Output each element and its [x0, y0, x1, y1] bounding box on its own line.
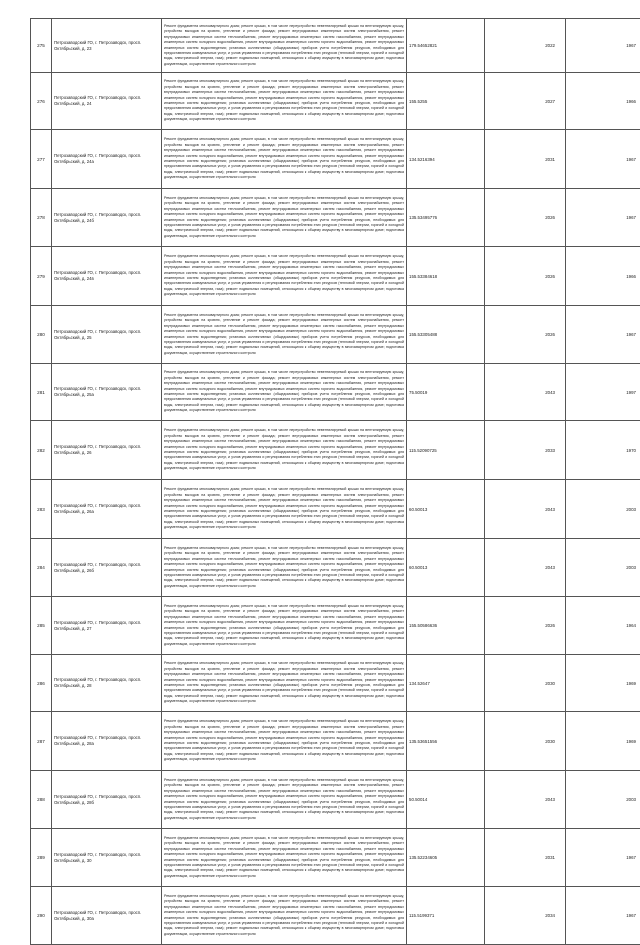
row-number: 277	[31, 130, 52, 189]
repair-year-cell: 2043	[485, 539, 566, 597]
row-number: 290	[31, 887, 52, 945]
build-year-cell: 2003	[566, 771, 640, 829]
capital-repair-table	[30, 18, 640, 945]
build-year-cell: 1966	[566, 247, 640, 306]
build-year-cell: 1997	[566, 364, 640, 421]
table-row	[31, 771, 640, 829]
build-year-cell: 1970	[566, 421, 640, 480]
work-description-cell: Ремонт фундамента многоквартирного дома; ремонт крыши, в том числе переустройство невентилируемой крыши на вентилируемую крышу, устройство выходов на кровлю, утепление и ремонт фасада; ремонт внутридомовых инженерных систем электроснабжения, ремонт внутридомовых инженерных систем теплоснабжения, ремонт внутридомовых инженерных систем газоснабжения, ремонт внутридомовых инженерных систем холодного водоснабжения, ремонт внутридомовых инженерных систем горячего водоснабжения, ремонт внутридомовых инженерных систем водоотведения; установка коллективных (общедомовых) приборов учета потребления ресурсов, необходимых для предоставления коммунальных услуг, и узлов управления и регулирования потребления этих ресурсов (тепловой энергии, горячей и холодной воды, электрической энергии, газа); ремонт подвальных помещений, относящихся к общему имуществу в многоквартирном доме; подготовка документации, осуществление строительного контроля	[162, 829, 407, 887]
build-year-cell: 1967	[566, 130, 640, 189]
build-year-cell: 2003	[566, 480, 640, 539]
repair-year-cell: 2034	[485, 887, 566, 945]
row-number: 281	[31, 364, 52, 421]
build-year-cell: 1967	[566, 829, 640, 887]
cost-value-cell: 155.5255	[407, 73, 485, 130]
build-year-cell: 1969	[566, 712, 640, 771]
repair-year-cell: 2022	[485, 19, 566, 73]
cost-value-cell: 155.53305488	[407, 306, 485, 364]
address-cell: Петрозаводский ГО, г. Петрозаводск, просп. Октябрьский, д. 30а	[52, 887, 162, 945]
address-cell: Петрозаводский ГО, г. Петрозаводск, просп. Октябрьский, д. 28б	[52, 771, 162, 829]
work-description-cell: Ремонт фундамента многоквартирного дома; ремонт крыши, в том числе переустройство невентилируемой крыши на вентилируемую крышу, устройство выходов на кровлю, утепление и ремонт фасада; ремонт внутридомовых инженерных систем электроснабжения, ремонт внутридомовых инженерных систем теплоснабжения, ремонт внутридомовых инженерных систем газоснабжения, ремонт внутридомовых инженерных систем холодного водоснабжения, ремонт внутридомовых инженерных систем горячего водоснабжения, ремонт внутридомовых инженерных систем водоотведения; установка коллективных (общедомовых) приборов учета потребления ресурсов, необходимых для предоставления коммунальных услуг, и узлов управления и регулирования потребления этих ресурсов (тепловой энергии, горячей и холодной воды, электрической энергии, газа); ремонт подвальных помещений, относящихся к общему имуществу в многоквартирном доме; подготовка документации, осуществление строительного контроля	[162, 887, 407, 945]
repair-year-cell: 2026	[485, 247, 566, 306]
table-row	[31, 597, 640, 655]
work-description-cell: Ремонт фундамента многоквартирного дома; ремонт крыши, в том числе переустройство невентилируемой крыши на вентилируемую крышу, устройство выходов на кровлю, утепление и ремонт фасада; ремонт внутридомовых инженерных систем электроснабжения, ремонт внутридомовых инженерных систем теплоснабжения, ремонт внутридомовых инженерных систем газоснабжения, ремонт внутридомовых инженерных систем холодного водоснабжения, ремонт внутридомовых инженерных систем горячего водоснабжения, ремонт внутридомовых инженерных систем водоотведения; установка коллективных (общедомовых) приборов учета потребления ресурсов, необходимых для предоставления коммунальных услуг, и узлов управления и регулирования потребления этих ресурсов (тепловой энергии, горячей и холодной воды, электрической энергии, газа); ремонт подвальных помещений, относящихся к общему имуществу в многоквартирном доме; подготовка документации, осуществление строительного контроля	[162, 655, 407, 712]
work-description-cell: Ремонт фундамента многоквартирного дома; ремонт крыши, в том числе переустройство невентилируемой крыши на вентилируемую крышу, устройство выходов на кровлю, утепление и ремонт фасада; ремонт внутридомовых инженерных систем электроснабжения, ремонт внутридомовых инженерных систем теплоснабжения, ремонт внутридомовых инженерных систем газоснабжения, ремонт внутридомовых инженерных систем холодного водоснабжения, ремонт внутридомовых инженерных систем горячего водоснабжения, ремонт внутридомовых инженерных систем водоотведения; установка коллективных (общедомовых) приборов учета потребления ресурсов, необходимых для предоставления коммунальных услуг, и узлов управления и регулирования потребления этих ресурсов (тепловой энергии, горячей и холодной воды, электрической энергии, газа); ремонт подвальных помещений, относящихся к общему имуществу в многоквартирном доме; подготовка документации, осуществление строительного контроля	[162, 364, 407, 421]
build-year-cell: 1967	[566, 189, 640, 247]
row-number: 284	[31, 539, 52, 597]
table-row	[31, 539, 640, 597]
table-row	[31, 887, 640, 945]
row-number: 280	[31, 306, 52, 364]
table-row	[31, 247, 640, 306]
cost-value-cell: 115.52090725	[407, 421, 485, 480]
row-number: 289	[31, 829, 52, 887]
row-number: 286	[31, 655, 52, 712]
work-description-cell: Ремонт фундамента многоквартирного дома; ремонт крыши, в том числе переустройство невентилируемой крыши на вентилируемую крышу, устройство выходов на кровлю, утепление и ремонт фасада; ремонт внутридомовых инженерных систем электроснабжения, ремонт внутридомовых инженерных систем теплоснабжения, ремонт внутридомовых инженерных систем газоснабжения, ремонт внутридомовых инженерных систем холодного водоснабжения, ремонт внутридомовых инженерных систем горячего водоснабжения, ремонт внутридомовых инженерных систем водоотведения; установка коллективных (общедомовых) приборов учета потребления ресурсов, необходимых для предоставления коммунальных услуг, и узлов управления и регулирования потребления этих ресурсов (тепловой энергии, горячей и холодной воды, электрической энергии, газа); ремонт подвальных помещений, относящихся к общему имуществу в многоквартирном доме; подготовка документации, осуществление строительного контроля	[162, 189, 407, 247]
repair-year-cell: 2031	[485, 130, 566, 189]
table-row	[31, 829, 640, 887]
table-row	[31, 712, 640, 771]
repair-year-cell: 2030	[485, 712, 566, 771]
table-row	[31, 130, 640, 189]
row-number: 276	[31, 73, 52, 130]
cost-value-cell: 50.50014	[407, 771, 485, 829]
table-row	[31, 189, 640, 247]
cost-value-cell: 179.54652821	[407, 19, 485, 73]
address-cell: Петрозаводский ГО, г. Петрозаводск, просп. Октябрьский, д. 28а	[52, 712, 162, 771]
address-cell: Петрозаводский ГО, г. Петрозаводск, просп. Октябрьский, д. 26б	[52, 539, 162, 597]
table-row	[31, 364, 640, 421]
repair-year-cell: 2026	[485, 597, 566, 655]
cost-value-cell: 155.50586636	[407, 597, 485, 655]
document-page	[30, 18, 610, 945]
work-description-cell: Ремонт фундамента многоквартирного дома; ремонт крыши, в том числе переустройство невентилируемой крыши на вентилируемую крышу, устройство выходов на кровлю, утепление и ремонт фасада; ремонт внутридомовых инженерных систем электроснабжения, ремонт внутридомовых инженерных систем теплоснабжения, ремонт внутридомовых инженерных систем газоснабжения, ремонт внутридомовых инженерных систем холодного водоснабжения, ремонт внутридомовых инженерных систем горячего водоснабжения, ремонт внутридомовых инженерных систем водоотведения; установка коллективных (общедомовых) приборов учета потребления ресурсов, необходимых для предоставления коммунальных услуг, и узлов управления и регулирования потребления этих ресурсов (тепловой энергии, горячей и холодной воды, электрической энергии, газа); ремонт подвальных помещений, относящихся к общему имуществу в многоквартирном доме; подготовка документации, осуществление строительного контроля	[162, 597, 407, 655]
work-description-cell: Ремонт фундамента многоквартирного дома; ремонт крыши, в том числе переустройство невентилируемой крыши на вентилируемую крышу, устройство выходов на кровлю, утепление и ремонт фасада; ремонт внутридомовых инженерных систем электроснабжения, ремонт внутридомовых инженерных систем теплоснабжения, ремонт внутридомовых инженерных систем газоснабжения, ремонт внутридомовых инженерных систем холодного водоснабжения, ремонт внутридомовых инженерных систем горячего водоснабжения, ремонт внутридомовых инженерных систем водоотведения; установка коллективных (общедомовых) приборов учета потребления ресурсов, необходимых для предоставления коммунальных услуг, и узлов управления и регулирования потребления этих ресурсов (тепловой энергии, горячей и холодной воды, электрической энергии, газа); ремонт подвальных помещений, относящихся к общему имуществу в многоквартирном доме; подготовка документации, осуществление строительного контроля	[162, 480, 407, 539]
row-number: 279	[31, 247, 52, 306]
address-cell: Петрозаводский ГО, г. Петрозаводск, просп. Октябрьский, д. 25а	[52, 364, 162, 421]
address-cell: Петрозаводский ГО, г. Петрозаводск, просп. Октябрьский, д. 28	[52, 655, 162, 712]
address-cell: Петрозаводский ГО, г. Петрозаводск, просп. Октябрьский, д. 24а	[52, 130, 162, 189]
repair-year-cell: 2031	[485, 829, 566, 887]
row-number: 288	[31, 771, 52, 829]
build-year-cell: 1967	[566, 887, 640, 945]
address-cell: Петрозаводский ГО, г. Петрозаводск, просп. Октябрьский, д. 26а	[52, 480, 162, 539]
cost-value-cell: 135.53651556	[407, 712, 485, 771]
work-description-cell: Ремонт фундамента многоквартирного дома; ремонт крыши, в том числе переустройство невентилируемой крыши на вентилируемую крышу, устройство выходов на кровлю, утепление и ремонт фасада; ремонт внутридомовых инженерных систем электроснабжения, ремонт внутридомовых инженерных систем теплоснабжения, ремонт внутридомовых инженерных систем газоснабжения, ремонт внутридомовых инженерных систем холодного водоснабжения, ремонт внутридомовых инженерных систем горячего водоснабжения, ремонт внутридомовых инженерных систем водоотведения; установка коллективных (общедомовых) приборов учета потребления ресурсов, необходимых для предоставления коммунальных услуг, и узлов управления и регулирования потребления этих ресурсов (тепловой энергии, горячей и холодной воды, электрической энергии, газа); ремонт подвальных помещений, относящихся к общему имуществу в многоквартирном доме; подготовка документации, осуществление строительного контроля	[162, 19, 407, 73]
row-number: 275	[31, 19, 52, 73]
table-row	[31, 73, 640, 130]
repair-year-cell: 2030	[485, 655, 566, 712]
build-year-cell: 1967	[566, 306, 640, 364]
address-cell: Петрозаводский ГО, г. Петрозаводск, просп. Октябрьский, д. 25	[52, 306, 162, 364]
table-row	[31, 19, 640, 73]
work-description-cell: Ремонт фундамента многоквартирного дома; ремонт крыши, в том числе переустройство невентилируемой крыши на вентилируемую крышу, устройство выходов на кровлю, утепление и ремонт фасада; ремонт внутридомовых инженерных систем электроснабжения, ремонт внутридомовых инженерных систем теплоснабжения, ремонт внутридомовых инженерных систем газоснабжения, ремонт внутридомовых инженерных систем холодного водоснабжения, ремонт внутридомовых инженерных систем горячего водоснабжения, ремонт внутридомовых инженерных систем водоотведения; установка коллективных (общедомовых) приборов учета потребления ресурсов, необходимых для предоставления коммунальных услуг, и узлов управления и регулирования потребления этих ресурсов (тепловой энергии, горячей и холодной воды, электрической энергии, газа); ремонт подвальных помещений, относящихся к общему имуществу в многоквартирном доме; подготовка документации, осуществление строительного контроля	[162, 247, 407, 306]
address-cell: Петрозаводский ГО, г. Петрозаводск, просп. Октябрьский, д. 23	[52, 19, 162, 73]
address-cell: Петрозаводский ГО, г. Петрозаводск, просп. Октябрьский, д. 24в	[52, 247, 162, 306]
table-body	[31, 19, 640, 945]
row-number: 282	[31, 421, 52, 480]
repair-year-cell: 2043	[485, 480, 566, 539]
table-row	[31, 655, 640, 712]
repair-year-cell: 2026	[485, 306, 566, 364]
address-cell: Петрозаводский ГО, г. Петрозаводск, просп. Октябрьский, д. 24	[52, 73, 162, 130]
row-number: 287	[31, 712, 52, 771]
table-row	[31, 480, 640, 539]
build-year-cell: 1964	[566, 597, 640, 655]
cost-value-cell: 60.50013	[407, 480, 485, 539]
cost-value-cell: 135.52234605	[407, 829, 485, 887]
repair-year-cell: 2026	[485, 189, 566, 247]
work-description-cell: Ремонт фундамента многоквартирного дома; ремонт крыши, в том числе переустройство невентилируемой крыши на вентилируемую крышу, устройство выходов на кровлю, утепление и ремонт фасада; ремонт внутридомовых инженерных систем электроснабжения, ремонт внутридомовых инженерных систем теплоснабжения, ремонт внутридомовых инженерных систем газоснабжения, ремонт внутридомовых инженерных систем холодного водоснабжения, ремонт внутридомовых инженерных систем горячего водоснабжения, ремонт внутридомовых инженерных систем водоотведения; установка коллективных (общедомовых) приборов учета потребления ресурсов, необходимых для предоставления коммунальных услуг, и узлов управления и регулирования потребления этих ресурсов (тепловой энергии, горячей и холодной воды, электрической энергии, газа); ремонт подвальных помещений, относящихся к общему имуществу в многоквартирном доме; подготовка документации, осуществление строительного контроля	[162, 306, 407, 364]
cost-value-cell: 134.52647	[407, 655, 485, 712]
work-description-cell: Ремонт фундамента многоквартирного дома; ремонт крыши, в том числе переустройство невентилируемой крыши на вентилируемую крышу, устройство выходов на кровлю, утепление и ремонт фасада; ремонт внутридомовых инженерных систем электроснабжения, ремонт внутридомовых инженерных систем теплоснабжения, ремонт внутридомовых инженерных систем газоснабжения, ремонт внутридомовых инженерных систем холодного водоснабжения, ремонт внутридомовых инженерных систем горячего водоснабжения, ремонт внутридомовых инженерных систем водоотведения; установка коллективных (общедомовых) приборов учета потребления ресурсов, необходимых для предоставления коммунальных услуг, и узлов управления и регулирования потребления этих ресурсов (тепловой энергии, горячей и холодной воды, электрической энергии, газа); ремонт подвальных помещений, относящихся к общему имуществу в многоквартирном доме; подготовка документации, осуществление строительного контроля	[162, 421, 407, 480]
build-year-cell: 1969	[566, 655, 640, 712]
row-number: 283	[31, 480, 52, 539]
work-description-cell: Ремонт фундамента многоквартирного дома; ремонт крыши, в том числе переустройство невентилируемой крыши на вентилируемую крышу, устройство выходов на кровлю, утепление и ремонт фасада; ремонт внутридомовых инженерных систем электроснабжения, ремонт внутридомовых инженерных систем теплоснабжения, ремонт внутридомовых инженерных систем газоснабжения, ремонт внутридомовых инженерных систем холодного водоснабжения, ремонт внутридомовых инженерных систем горячего водоснабжения, ремонт внутридомовых инженерных систем водоотведения; установка коллективных (общедомовых) приборов учета потребления ресурсов, необходимых для предоставления коммунальных услуг, и узлов управления и регулирования потребления этих ресурсов (тепловой энергии, горячей и холодной воды, электрической энергии, газа); ремонт подвальных помещений, относящихся к общему имуществу в многоквартирном доме; подготовка документации, осуществление строительного контроля	[162, 539, 407, 597]
address-cell: Петрозаводский ГО, г. Петрозаводск, просп. Октябрьский, д. 30	[52, 829, 162, 887]
table-row	[31, 306, 640, 364]
repair-year-cell: 2043	[485, 771, 566, 829]
cost-value-cell: 155.53384618	[407, 247, 485, 306]
cost-value-cell: 134.5216394	[407, 130, 485, 189]
repair-year-cell: 2033	[485, 421, 566, 480]
build-year-cell: 2003	[566, 539, 640, 597]
work-description-cell: Ремонт фундамента многоквартирного дома; ремонт крыши, в том числе переустройство невентилируемой крыши на вентилируемую крышу, устройство выходов на кровлю, утепление и ремонт фасада; ремонт внутридомовых инженерных систем электроснабжения, ремонт внутридомовых инженерных систем теплоснабжения, ремонт внутридомовых инженерных систем газоснабжения, ремонт внутридомовых инженерных систем холодного водоснабжения, ремонт внутридомовых инженерных систем горячего водоснабжения, ремонт внутридомовых инженерных систем водоотведения; установка коллективных (общедомовых) приборов учета потребления ресурсов, необходимых для предоставления коммунальных услуг, и узлов управления и регулирования потребления этих ресурсов (тепловой энергии, горячей и холодной воды, электрической энергии, газа); ремонт подвальных помещений, относящихся к общему имуществу в многоквартирном доме; подготовка документации, осуществление строительного контроля	[162, 130, 407, 189]
address-cell: Петрозаводский ГО, г. Петрозаводск, просп. Октябрьский, д. 27	[52, 597, 162, 655]
repair-year-cell: 2027	[485, 73, 566, 130]
work-description-cell: Ремонт фундамента многоквартирного дома; ремонт крыши, в том числе переустройство невентилируемой крыши на вентилируемую крышу, устройство выходов на кровлю, утепление и ремонт фасада; ремонт внутридомовых инженерных систем электроснабжения, ремонт внутридомовых инженерных систем теплоснабжения, ремонт внутридомовых инженерных систем газоснабжения, ремонт внутридомовых инженерных систем холодного водоснабжения, ремонт внутридомовых инженерных систем горячего водоснабжения, ремонт внутридомовых инженерных систем водоотведения; установка коллективных (общедомовых) приборов учета потребления ресурсов, необходимых для предоставления коммунальных услуг, и узлов управления и регулирования потребления этих ресурсов (тепловой энергии, горячей и холодной воды, электрической энергии, газа); ремонт подвальных помещений, относящихся к общему имуществу в многоквартирном доме; подготовка документации, осуществление строительного контроля	[162, 771, 407, 829]
build-year-cell: 1966	[566, 73, 640, 130]
cost-value-cell: 115.5199371	[407, 887, 485, 945]
build-year-cell: 1967	[566, 19, 640, 73]
cost-value-cell: 60.50013	[407, 539, 485, 597]
repair-year-cell: 2043	[485, 364, 566, 421]
cost-value-cell: 75.50019	[407, 364, 485, 421]
table-row	[31, 421, 640, 480]
work-description-cell: Ремонт фундамента многоквартирного дома; ремонт крыши, в том числе переустройство невентилируемой крыши на вентилируемую крышу, устройство выходов на кровлю, утепление и ремонт фасада; ремонт внутридомовых инженерных систем электроснабжения, ремонт внутридомовых инженерных систем теплоснабжения, ремонт внутридомовых инженерных систем газоснабжения, ремонт внутридомовых инженерных систем холодного водоснабжения, ремонт внутридомовых инженерных систем горячего водоснабжения, ремонт внутридомовых инженерных систем водоотведения; установка коллективных (общедомовых) приборов учета потребления ресурсов, необходимых для предоставления коммунальных услуг, и узлов управления и регулирования потребления этих ресурсов (тепловой энергии, горячей и холодной воды, электрической энергии, газа); ремонт подвальных помещений, относящихся к общему имуществу в многоквартирном доме; подготовка документации, осуществление строительного контроля	[162, 712, 407, 771]
row-number: 278	[31, 189, 52, 247]
address-cell: Петрозаводский ГО, г. Петрозаводск, просп. Октябрьский, д. 24б	[52, 189, 162, 247]
address-cell: Петрозаводский ГО, г. Петрозаводск, просп. Октябрьский, д. 26	[52, 421, 162, 480]
row-number: 285	[31, 597, 52, 655]
work-description-cell: Ремонт фундамента многоквартирного дома; ремонт крыши, в том числе переустройство невентилируемой крыши на вентилируемую крышу, устройство выходов на кровлю, утепление и ремонт фасада; ремонт внутридомовых инженерных систем электроснабжения, ремонт внутридомовых инженерных систем теплоснабжения, ремонт внутридомовых инженерных систем газоснабжения, ремонт внутридомовых инженерных систем холодного водоснабжения, ремонт внутридомовых инженерных систем горячего водоснабжения, ремонт внутридомовых инженерных систем водоотведения; установка коллективных (общедомовых) приборов учета потребления ресурсов, необходимых для предоставления коммунальных услуг, и узлов управления и регулирования потребления этих ресурсов (тепловой энергии, горячей и холодной воды, электрической энергии, газа); ремонт подвальных помещений, относящихся к общему имуществу в многоквартирном доме; подготовка документации, осуществление строительного контроля	[162, 73, 407, 130]
cost-value-cell: 135.53495776	[407, 189, 485, 247]
